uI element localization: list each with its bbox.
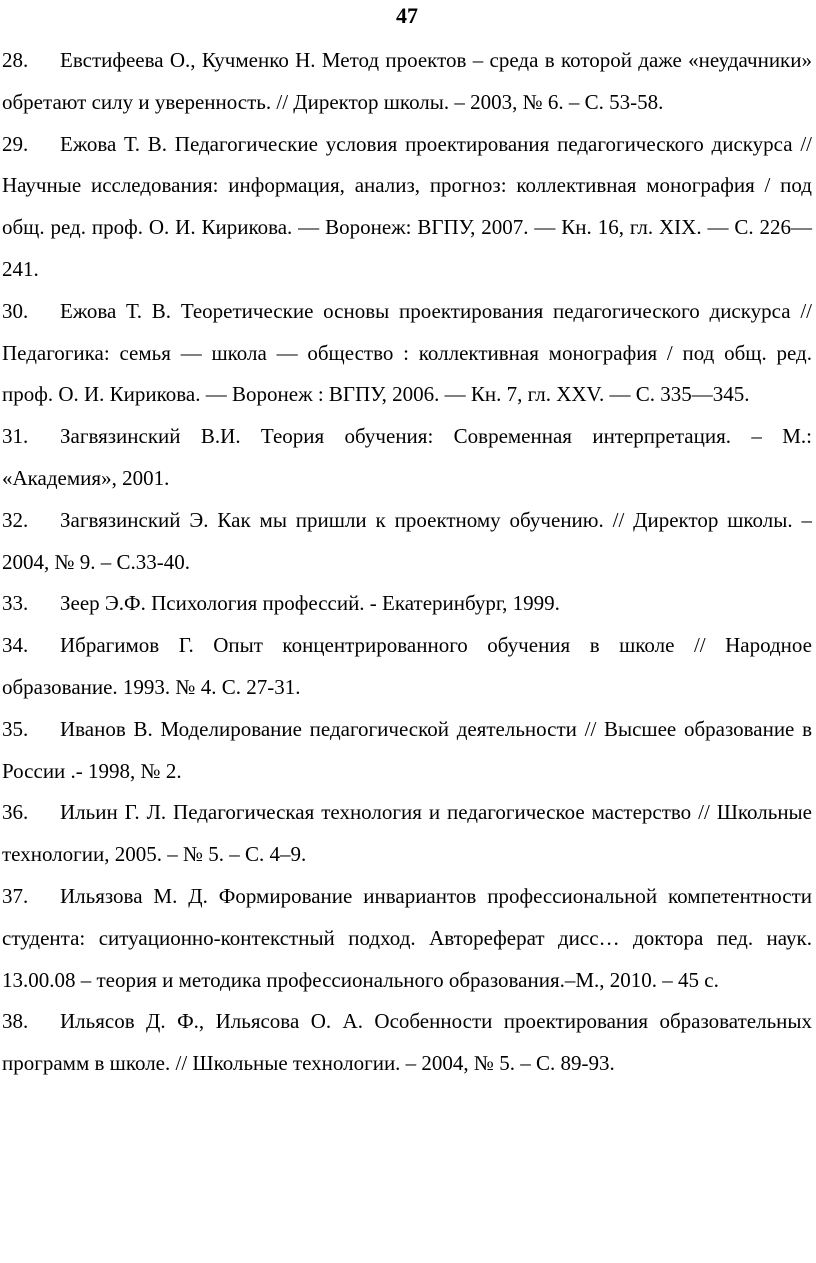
reference-text: Ежова Т. В. Теоретические основы проектирования педагогического дискурса // Педагогика: семья — школа — общество : коллективная монография / под общ. ред. проф. О. И. Кирикова. — Воронеж : ВГПУ, 2006. — Кн. 7, гл. XXV. — С. 335—345. bbox=[2, 298, 812, 407]
reference-text: Ильин Г. Л. Педагогическая технология и педагогическое мастерство // Школьные технологии, 2005. – № 5. – С. 4–9. bbox=[2, 800, 812, 867]
reference-text: Ильязова М. Д. Формирование инвариантов профессиональной компетентности студента: ситуационно-контекстный подход. Автореферат дисс… доктора пед. наук. 13.00.08 – теория и методика профессионального образования.–М., 2010. – 45 с. bbox=[2, 883, 812, 992]
reference-number: 34. bbox=[2, 633, 29, 658]
reference-item-30 bbox=[2, 291, 812, 416]
reference-number: 29. bbox=[2, 131, 29, 156]
page-number: 47 bbox=[396, 3, 418, 28]
reference-text: Евстифеева О., Кучменко Н. Метод проектов – среда в которой даже «неудачники» обретают силу и уверенность. // Директор школы. – 2003, № 6. – С. 53-58. bbox=[2, 48, 812, 114]
reference-text: Ежова Т. В. Педагогические условия проектирования педагогического дискурса // Научные исследования: информация, анализ, прогноз: коллективная монография / под общ. ред. проф. О. И. Кирикова. — Воронеж: ВГПУ, 2007. — Кн. 16, гл. XIX. — С. 226—241. bbox=[2, 131, 812, 281]
reference-item-38 bbox=[2, 1001, 812, 1085]
reference-item-29 bbox=[2, 124, 812, 291]
reference-item-35 bbox=[2, 709, 812, 793]
reference-text: Загвязинский В.И. Теория обучения: Современная интерпретация. – М.: «Академия», 2001. bbox=[2, 424, 812, 490]
reference-number: 38. bbox=[2, 1009, 29, 1034]
reference-number: 31. bbox=[2, 424, 29, 449]
reference-item-34 bbox=[2, 625, 812, 709]
reference-number: 33. bbox=[2, 591, 29, 616]
reference-number: 35. bbox=[2, 716, 29, 741]
reference-list bbox=[2, 40, 812, 1085]
reference-item-36 bbox=[2, 792, 812, 876]
reference-number: 37. bbox=[2, 883, 29, 908]
reference-item-28 bbox=[2, 40, 812, 124]
reference-text: Ильясов Д. Ф., Ильясова О. А. Особенности проектирования образовательных программ в школе. // Школьные технологии. – 2004, № 5. – С. 89-93. bbox=[2, 1009, 812, 1076]
reference-item-31 bbox=[2, 416, 812, 500]
reference-item-33 bbox=[2, 583, 812, 625]
reference-item-37 bbox=[2, 876, 812, 1001]
document-page bbox=[2, 0, 812, 1085]
reference-text: Иванов В. Моделирование педагогической деятельности // Высшее образование в России .- 1998, № 2. bbox=[2, 716, 812, 783]
reference-number: 28. bbox=[2, 48, 29, 72]
reference-number: 32. bbox=[2, 507, 29, 532]
reference-item-32 bbox=[2, 500, 812, 584]
reference-text: Ибрагимов Г. Опыт концентрированного обучения в школе // Народное образование. 1993. № 4. С. 27-31. bbox=[2, 633, 812, 699]
reference-text: Зеер Э.Ф. Психология профессий. - Екатеринбург, 1999. bbox=[60, 591, 560, 616]
reference-number: 30. bbox=[2, 298, 29, 323]
reference-number: 36. bbox=[2, 800, 29, 825]
reference-text: Загвязинский Э. Как мы пришли к проектному обучению. // Директор школы. – 2004, № 9. – С.33-40. bbox=[2, 507, 812, 574]
